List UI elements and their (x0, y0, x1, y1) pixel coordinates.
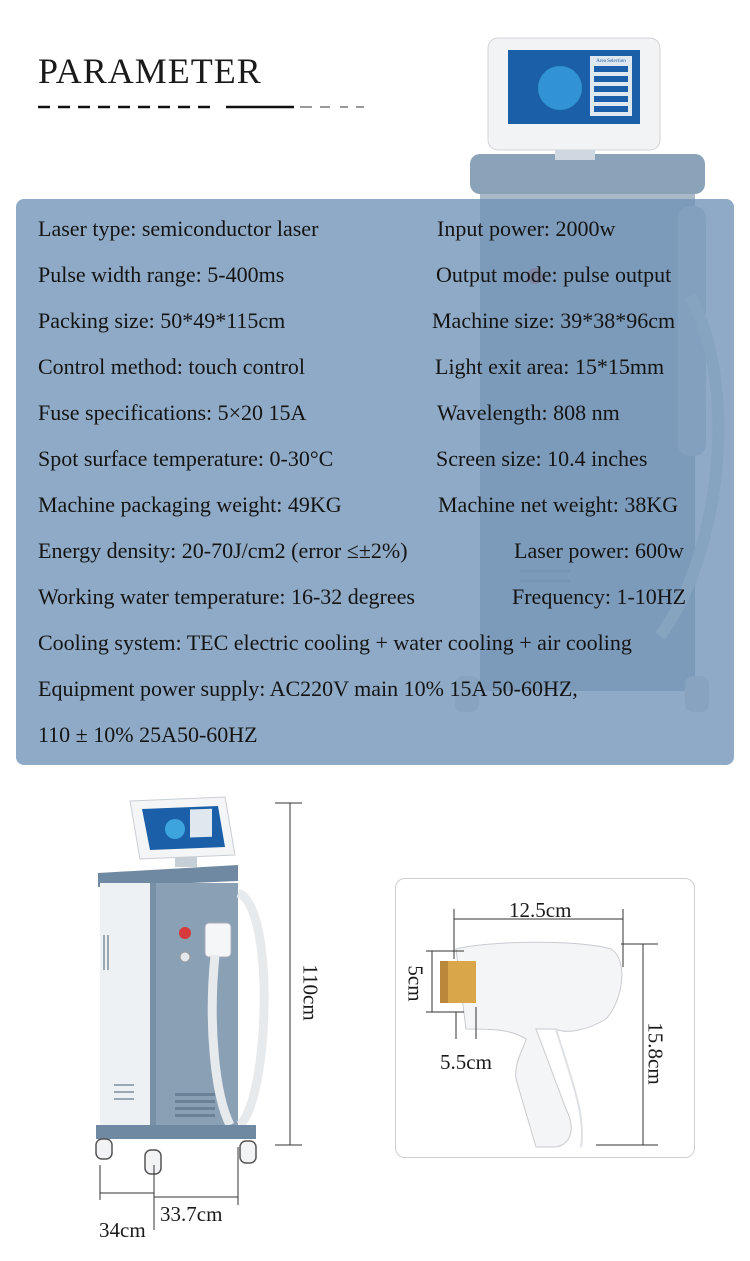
param-machine-size: Machine size: 39*38*96cm (432, 308, 676, 333)
param-fuse: Fuse specifications: 5×20 15A (38, 400, 307, 425)
param-net-weight: Machine net weight: 38KG (438, 492, 679, 517)
param-pulse-width: Pulse width range: 5-400ms (38, 262, 285, 287)
handpiece-head-label: 5cm (403, 965, 428, 1002)
param-packing-size: Packing size: 50*49*115cm (38, 308, 286, 333)
parameter-panel (16, 199, 734, 765)
machine-width-label: 33.7cm (160, 1202, 223, 1226)
param-control-method: Control method: touch control (38, 354, 306, 379)
touch-screen (130, 797, 235, 867)
param-power-supply: Equipment power supply: AC220V main 10% 15A 50-60HZ, (38, 676, 578, 701)
param-light-exit: Light exit area: 15*15mm (435, 354, 665, 379)
page-title: PARAMETER (38, 51, 262, 91)
param-wavelength: Wavelength: 808 nm (437, 400, 620, 425)
param-output-mode: Output mode: pulse output (436, 262, 672, 287)
param-laser-type: Laser type: semiconductor laser (38, 216, 319, 241)
param-power-supply-cont: 110 ± 10% 25A50-60HZ (38, 722, 258, 747)
param-screen-size: Screen size: 10.4 inches (436, 446, 648, 471)
param-energy-density: Energy density: 20-70J/cm2 (error ≤±2%) (38, 538, 408, 563)
title-divider (38, 104, 368, 110)
machine-diagram (90, 795, 330, 1245)
screen-menu-title: Area Selection (596, 59, 626, 64)
param-spot-temp: Spot surface temperature: 0-30°C (38, 446, 334, 471)
param-input-power: Input power: 2000w (437, 216, 616, 241)
machine-height-label: 110cm (298, 964, 323, 1021)
param-frequency: Frequency: 1-10HZ (512, 584, 687, 609)
machine-depth-label: 34cm (99, 1218, 146, 1242)
param-cooling: Cooling system: TEC electric cooling + water cooling + air cooling (38, 630, 632, 655)
handpiece-length-label: 12.5cm (509, 898, 572, 922)
handpiece-tip-label: 5.5cm (440, 1050, 492, 1074)
param-water-temp: Working water temperature: 16-32 degrees (38, 584, 415, 609)
handpiece-height-label: 15.8cm (643, 1022, 668, 1085)
param-packaging-weight: Machine packaging weight: 49KG (38, 492, 342, 517)
param-laser-power: Laser power: 600w (514, 538, 684, 563)
